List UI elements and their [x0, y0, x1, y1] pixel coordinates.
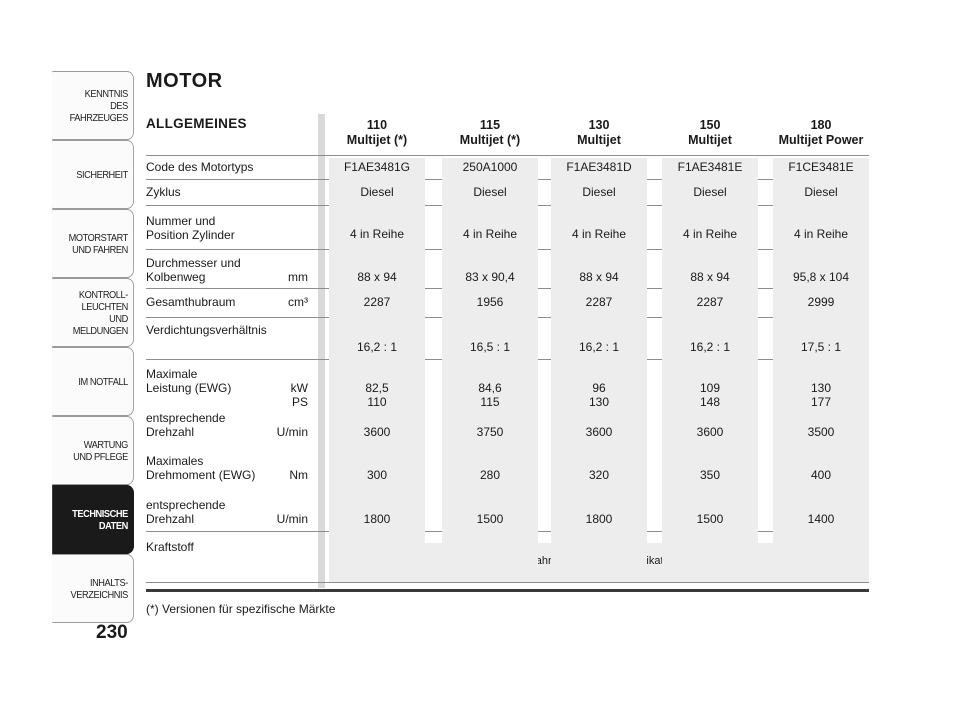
row-label	[146, 323, 308, 337]
table-cell: 280	[479, 468, 501, 482]
table-cell: 1800	[363, 512, 391, 526]
row-label-text: entsprechende Drehzahl	[146, 498, 226, 526]
table-cell: 300	[366, 468, 388, 482]
table-cell: 130 177	[810, 381, 832, 409]
table-cell: 3600	[585, 425, 613, 439]
row-unit: kW PS	[290, 381, 308, 409]
row-label	[146, 185, 308, 199]
table-cell: 1956	[476, 295, 504, 309]
chapter-sidebar	[41, 71, 134, 623]
table-cell: 84,6 115	[478, 381, 502, 409]
table-cell: 1500	[696, 512, 724, 526]
table-cell: 88 x 94	[357, 270, 397, 284]
table-cell: 88 x 94	[579, 270, 619, 284]
label-divider-strip	[318, 114, 325, 588]
column-background	[551, 158, 647, 572]
row-label	[146, 367, 308, 409]
table-cell: 109 148	[699, 381, 721, 409]
row-label-text: Gesamthubraum	[146, 295, 236, 309]
table-cell: 1400	[807, 512, 835, 526]
column-header: 180 Multijet Power	[778, 118, 864, 147]
table-cell: 16,2 : 1	[689, 340, 731, 354]
column-header: 115 Multijet (*)	[459, 118, 521, 147]
row-label-text: Verdichtungsverhältnis	[146, 323, 267, 337]
column-header: 110 Multijet (*)	[346, 118, 408, 147]
row-label-text: Kraftstoff	[146, 540, 194, 554]
footnote: (*) Versionen für spezifische Märkte	[146, 602, 336, 616]
table-cell: 96 130	[588, 381, 610, 409]
row-divider	[146, 582, 869, 583]
table-cell: 4 in Reihe	[462, 227, 518, 241]
row-label	[146, 295, 308, 309]
table-cell: 82,5 110	[365, 381, 389, 409]
page-title: MOTOR	[146, 70, 223, 92]
sidebar-tab[interactable]: MOTORSTART UND FAHREN	[52, 209, 134, 278]
row-label	[146, 454, 308, 482]
column-background	[662, 158, 758, 572]
table-cell: Diesel	[360, 185, 394, 199]
row-label	[146, 540, 308, 554]
table-cell: Diesel	[693, 185, 727, 199]
table-cell: Diesel	[804, 185, 838, 199]
table-cell: 1500	[476, 512, 504, 526]
column-header: 150 Multijet	[688, 118, 732, 147]
table-cell: F1AE3481D	[566, 160, 632, 174]
sidebar-tab[interactable]: IM NOTFALL	[52, 347, 134, 416]
table-cell: 350	[699, 468, 721, 482]
sidebar-tab[interactable]: SICHERHEIT	[52, 140, 134, 209]
table-cell: 320	[588, 468, 610, 482]
section-label-general: ALLGEMEINES	[146, 116, 247, 131]
column-background	[442, 158, 538, 572]
sidebar-tab[interactable]: INHALTS- VERZEICHNIS	[52, 554, 134, 623]
table-cell: 250A1000	[462, 160, 518, 174]
row-label-text: Durchmesser und Kolbenweg	[146, 256, 241, 284]
row-unit: mm	[288, 270, 308, 284]
engine-spec-table	[146, 112, 869, 592]
table-bottom-rule	[146, 589, 869, 592]
table-cell: 4 in Reihe	[571, 227, 627, 241]
table-cell: 4 in Reihe	[349, 227, 405, 241]
table-cell: 17,5 : 1	[800, 340, 842, 354]
column-background	[329, 158, 425, 572]
row-label-text: Maximales Drehmoment (EWG)	[146, 454, 256, 482]
row-divider	[146, 155, 869, 156]
row-label-text: Nummer und Position Zylinder	[146, 214, 235, 242]
table-cell: 2999	[807, 295, 835, 309]
column-header: 130 Multijet	[577, 118, 621, 147]
row-unit: Nm	[289, 468, 308, 482]
table-cell: Diesel	[473, 185, 507, 199]
table-cell: 2287	[585, 295, 613, 309]
table-cell: 16,2 : 1	[356, 340, 398, 354]
table-cell: F1AE3481E	[677, 160, 743, 174]
table-cell: 16,5 : 1	[469, 340, 511, 354]
row-unit: U/min	[276, 425, 308, 439]
row-label-text: Maximale Leistung (EWG)	[146, 367, 232, 395]
row-label	[146, 214, 308, 242]
page-number: 230	[96, 622, 128, 643]
sidebar-tab[interactable]: TECHNISCHE DATEN	[52, 485, 134, 554]
table-cell: 1800	[585, 512, 613, 526]
row-unit: U/min	[276, 512, 308, 526]
sidebar-tab[interactable]: WARTUNG UND PFLEGE	[52, 416, 134, 485]
row-unit: cm³	[288, 295, 308, 309]
row-label	[146, 160, 308, 174]
table-cell: F1AE3481G	[343, 160, 411, 174]
row-label	[146, 411, 308, 439]
row-label	[146, 498, 308, 526]
row-label-text: entsprechende Drehzahl	[146, 411, 226, 439]
table-cell: 4 in Reihe	[793, 227, 849, 241]
table-cell: 3500	[807, 425, 835, 439]
row-label-text: Zyklus	[146, 185, 181, 199]
table-cell: 83 x 90,4	[465, 270, 515, 284]
table-cell: 3750	[476, 425, 504, 439]
table-cell: 3600	[696, 425, 724, 439]
table-cell: F1CE3481E	[788, 160, 854, 174]
table-cell: Diesel	[582, 185, 616, 199]
column-background	[773, 158, 869, 572]
table-cell: 2287	[696, 295, 724, 309]
table-cell: 4 in Reihe	[682, 227, 738, 241]
table-cell: 2287	[363, 295, 391, 309]
table-cell: 95,8 x 104	[792, 270, 850, 284]
table-cell: 400	[810, 468, 832, 482]
table-cell: 88 x 94	[690, 270, 730, 284]
sidebar-tab[interactable]: KONTROLL- LEUCHTEN UND MELDUNGEN	[52, 278, 134, 347]
sidebar-tab[interactable]: KENNTNIS DES FAHRZEUGES	[52, 71, 134, 140]
row-label	[146, 256, 308, 284]
table-cell: 3600	[363, 425, 391, 439]
row-label-text: Code des Motortyps	[146, 160, 254, 174]
table-cell: 16,2 : 1	[578, 340, 620, 354]
